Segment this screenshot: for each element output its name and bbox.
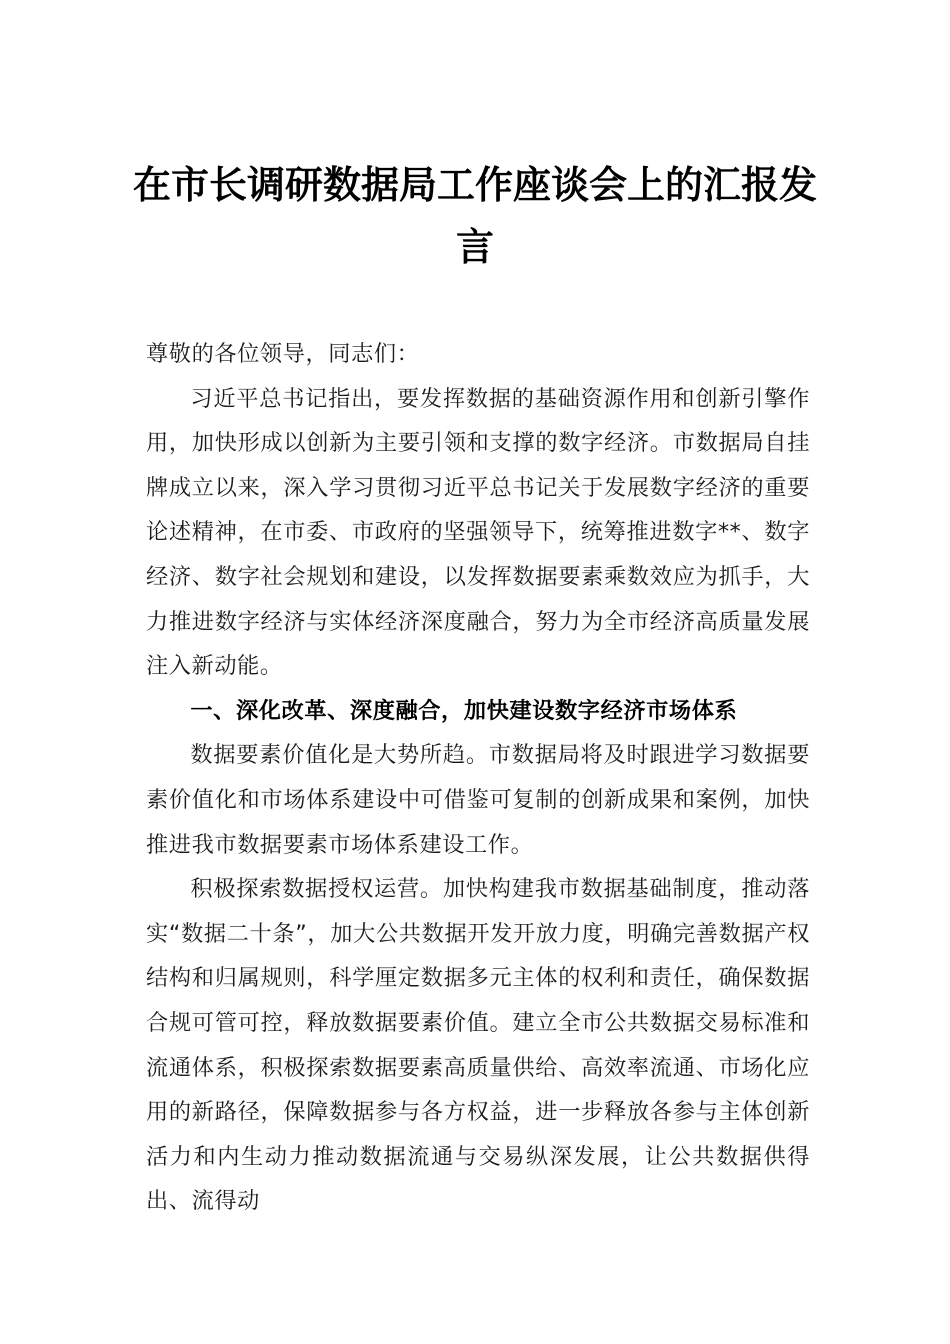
salutation: 尊敬的各位领导，同志们： <box>146 341 420 367</box>
section-heading: 一、深化改革、深度融合，加快建设数字经济市场体系 <box>190 697 738 724</box>
section-paragraph: 数据要素价值化是大势所趋。市数据局将及时跟进学习数据要素价值化和市场体系建设中可借鉴可复制的创新成果和案例，加快推进我市数据要素市场体系建设工作。 <box>146 742 810 858</box>
intro-paragraph: 习近平总书记指出，要发挥数据的基础资源作用和创新引擎作用，加快形成以创新为主要引领和支撑的数字经济。市数据局自挂牌成立以来，深入学习贯彻习近平总书记关于发展数字经济的重要论述精神，在市委、市政府的坚强领导下，统筹推进数字**、数字经济、数字社会规划和建设，以发挥数据要素乘数效应为抓手，大力推进数字经济与实体经济深度融合，努力为全市经济高质量发展注入新动能。 <box>146 385 810 680</box>
section-paragraph: 积极探索数据授权运营。加快构建我市数据基础制度，推动落实“数据二十条”，加大公共数据开发开放力度，明确完善数据产权结构和归属规则，科学厘定数据多元主体的权利和责任，确保数据合规可管可控，释放数据要素价值。建立全市公共数据交易标准和流通体系，积极探索数据要素高质量供给、高效率流通、市场化应用的新路径，保障数据参与各方权益，进一步释放各参与主体创新活力和内生动力推动数据流通与交易纵深发展，让公共数据供得出、流得动 <box>146 876 810 1215</box>
document-title: 在市长调研数据局工作座谈会上的汇报发言 <box>132 162 817 269</box>
document-body <box>146 332 810 1224</box>
